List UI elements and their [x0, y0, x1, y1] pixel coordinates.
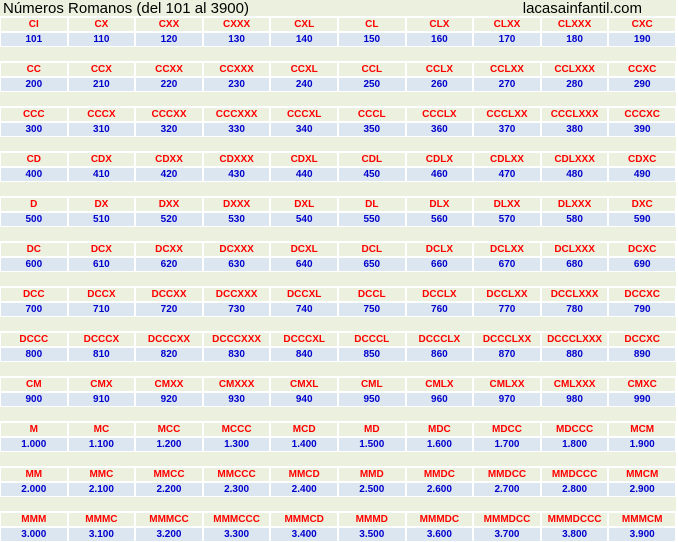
- arabic-number-cell: 730: [203, 302, 271, 317]
- arabic-number-cell: 950: [338, 392, 406, 407]
- arabic-number-cell: 240: [270, 77, 338, 92]
- arabic-number-cell: 200: [0, 77, 68, 92]
- arabic-number-cell: 860: [406, 347, 474, 362]
- arabic-number-cell: 250: [338, 77, 406, 92]
- arabic-number-cell: 320: [135, 122, 203, 137]
- roman-numeral-cell: DCCCXXX: [203, 332, 271, 347]
- roman-numeral-cell: CCXL: [270, 62, 338, 77]
- arabic-number-cell: 810: [68, 347, 136, 362]
- spacer-row: [0, 452, 676, 467]
- arabic-number-cell: 880: [541, 347, 609, 362]
- roman-numeral-cell: CI: [0, 17, 68, 32]
- roman-numeral-cell: DXX: [135, 197, 203, 212]
- roman-numeral-cell: MMDCC: [473, 467, 541, 482]
- arabic-number-cell: 610: [68, 257, 136, 272]
- roman-numeral-cell: MCC: [135, 422, 203, 437]
- page-title: Números Romanos (del 101 al 3900): [3, 0, 249, 17]
- arabic-number-cell: 710: [68, 302, 136, 317]
- roman-numeral-cell: CCLXX: [473, 62, 541, 77]
- roman-numeral-cell: CCCXX: [135, 107, 203, 122]
- arabic-number-cell: 1.900: [608, 437, 676, 452]
- arabic-number-cell: 360: [406, 122, 474, 137]
- roman-numeral-cell: MDCC: [473, 422, 541, 437]
- roman-numeral-cell: CDXX: [135, 152, 203, 167]
- arabic-number-cell: 510: [68, 212, 136, 227]
- roman-numeral-cell: CMLXXX: [541, 377, 609, 392]
- roman-numeral-cell: MMCM: [608, 467, 676, 482]
- arabic-number-cell: 670: [473, 257, 541, 272]
- roman-numeral-cell: MMDC: [406, 467, 474, 482]
- arabic-number-cell: 3.500: [338, 527, 406, 542]
- roman-numeral-cell: DLXXX: [541, 197, 609, 212]
- roman-numeral-cell: CMLX: [406, 377, 474, 392]
- roman-numeral-cell: CCXXX: [203, 62, 271, 77]
- roman-numeral-cell: CXXX: [203, 17, 271, 32]
- roman-numeral-cell: DXL: [270, 197, 338, 212]
- arabic-number-cell: 350: [338, 122, 406, 137]
- spacer-row: [0, 137, 676, 152]
- arabic-number-cell: 400: [0, 167, 68, 182]
- arabic-number-cell: 1.300: [203, 437, 271, 452]
- roman-numeral-cell: DCCC: [0, 332, 68, 347]
- roman-numeral-cell: CCL: [338, 62, 406, 77]
- arabic-number-cell: 720: [135, 302, 203, 317]
- arabic-number-cell: 590: [608, 212, 676, 227]
- arabic-number-cell: 3.400: [270, 527, 338, 542]
- roman-numeral-cell: CCCX: [68, 107, 136, 122]
- arabic-number-cell: 140: [270, 32, 338, 47]
- roman-numeral-cell: DCXC: [608, 242, 676, 257]
- arabic-number-cell: 190: [608, 32, 676, 47]
- roman-numeral-cell: CCC: [0, 107, 68, 122]
- roman-numeral-cell: MDCCC: [541, 422, 609, 437]
- roman-numeral-cell: MMMDCC: [473, 512, 541, 527]
- arabic-number-cell: 820: [135, 347, 203, 362]
- spacer-row: [0, 92, 676, 107]
- roman-numeral-cell: DCCCLX: [406, 332, 474, 347]
- roman-numeral-cell: CDLX: [406, 152, 474, 167]
- arabic-number-cell: 440: [270, 167, 338, 182]
- roman-numeral-cell: CL: [338, 17, 406, 32]
- arabic-number-cell: 390: [608, 122, 676, 137]
- arabic-number-cell: 2.500: [338, 482, 406, 497]
- roman-numeral-cell: MMCD: [270, 467, 338, 482]
- arabic-number-cell: 660: [406, 257, 474, 272]
- roman-numeral-cell: CMXL: [270, 377, 338, 392]
- roman-numeral-cell: DCC: [0, 287, 68, 302]
- arabic-number-cell: 130: [203, 32, 271, 47]
- arabic-number-cell: 680: [541, 257, 609, 272]
- roman-numeral-cell: MC: [68, 422, 136, 437]
- arabic-number-cell: 630: [203, 257, 271, 272]
- arabic-number-cell: 380: [541, 122, 609, 137]
- roman-numeral-cell: DCL: [338, 242, 406, 257]
- arabic-number-cell: 260: [406, 77, 474, 92]
- roman-numeral-cell: MMCCC: [203, 467, 271, 482]
- roman-numeral-cell: CCCXL: [270, 107, 338, 122]
- roman-numeral-cell: CDXXX: [203, 152, 271, 167]
- arabic-number-cell: 2.100: [68, 482, 136, 497]
- roman-numeral-cell: CDLXXX: [541, 152, 609, 167]
- arabic-number-cell: 340: [270, 122, 338, 137]
- arabic-number-cell: 2.300: [203, 482, 271, 497]
- arabic-number-cell: 180: [541, 32, 609, 47]
- roman-numeral-cell: MMMDC: [406, 512, 474, 527]
- arabic-number-cell: 970: [473, 392, 541, 407]
- roman-numeral-cell: DLX: [406, 197, 474, 212]
- roman-numeral-cell: CXC: [608, 17, 676, 32]
- arabic-number-cell: 600: [0, 257, 68, 272]
- roman-numeral-cell: DCCXC: [608, 287, 676, 302]
- arabic-number-cell: 620: [135, 257, 203, 272]
- arabic-number-cell: 900: [0, 392, 68, 407]
- roman-numeral-cell: DCCX: [68, 287, 136, 302]
- arabic-number-cell: 960: [406, 392, 474, 407]
- roman-numeral-cell: DCCXL: [270, 287, 338, 302]
- spacer-row: [0, 227, 676, 242]
- roman-numeral-cell: MMD: [338, 467, 406, 482]
- arabic-number-cell: 490: [608, 167, 676, 182]
- roman-numeral-cell: CMXX: [135, 377, 203, 392]
- arabic-number-cell: 760: [406, 302, 474, 317]
- arabic-number-cell: 870: [473, 347, 541, 362]
- arabic-number-cell: 3.900: [608, 527, 676, 542]
- arabic-number-cell: 1.600: [406, 437, 474, 452]
- roman-numeral-cell: DCCXC: [608, 332, 676, 347]
- arabic-number-cell: 790: [608, 302, 676, 317]
- arabic-number-cell: 940: [270, 392, 338, 407]
- roman-numeral-cell: CCCXXX: [203, 107, 271, 122]
- roman-numeral-cell: MM: [0, 467, 68, 482]
- arabic-number-cell: 920: [135, 392, 203, 407]
- roman-numeral-cell: DCCCLXXX: [541, 332, 609, 347]
- roman-numeral-cell: MCM: [608, 422, 676, 437]
- spacer-row: [0, 272, 676, 287]
- roman-numeral-cell: CCCLXXX: [541, 107, 609, 122]
- arabic-number-cell: 230: [203, 77, 271, 92]
- roman-numeral-cell: DCLX: [406, 242, 474, 257]
- roman-numeral-cell: CCCL: [338, 107, 406, 122]
- spacer-row: [0, 407, 676, 422]
- roman-numeral-cell: CCLXXX: [541, 62, 609, 77]
- roman-numeral-cell: MMMCD: [270, 512, 338, 527]
- roman-numeral-cell: DCCLX: [406, 287, 474, 302]
- arabic-number-cell: 2.000: [0, 482, 68, 497]
- arabic-number-cell: 1.200: [135, 437, 203, 452]
- arabic-number-cell: 1.500: [338, 437, 406, 452]
- roman-numeral-cell: DCCLXXX: [541, 287, 609, 302]
- arabic-number-cell: 430: [203, 167, 271, 182]
- roman-numeral-cell: DXC: [608, 197, 676, 212]
- arabic-number-cell: 520: [135, 212, 203, 227]
- arabic-number-cell: 540: [270, 212, 338, 227]
- arabic-number-cell: 290: [608, 77, 676, 92]
- roman-numeral-cell: MD: [338, 422, 406, 437]
- roman-numeral-cell: CXL: [270, 17, 338, 32]
- roman-numeral-cell: MMMC: [68, 512, 136, 527]
- arabic-number-cell: 2.200: [135, 482, 203, 497]
- roman-numeral-cell: CCXX: [135, 62, 203, 77]
- arabic-number-cell: 410: [68, 167, 136, 182]
- site-name: lacasainfantil.com: [522, 0, 642, 17]
- spacer-row: [0, 182, 676, 197]
- arabic-number-cell: 890: [608, 347, 676, 362]
- roman-numeral-cell: CX: [68, 17, 136, 32]
- arabic-number-cell: 460: [406, 167, 474, 182]
- arabic-number-cell: 1.700: [473, 437, 541, 452]
- roman-numeral-cell: D: [0, 197, 68, 212]
- arabic-number-cell: 160: [406, 32, 474, 47]
- arabic-number-cell: 930: [203, 392, 271, 407]
- arabic-number-cell: 480: [541, 167, 609, 182]
- arabic-number-cell: 210: [68, 77, 136, 92]
- roman-numeral-cell: CMX: [68, 377, 136, 392]
- roman-numeral-cell: CM: [0, 377, 68, 392]
- arabic-number-cell: 550: [338, 212, 406, 227]
- roman-numeral-cell: CC: [0, 62, 68, 77]
- roman-numeral-cell: DLXX: [473, 197, 541, 212]
- roman-numeral-cell: MMMDCCC: [541, 512, 609, 527]
- arabic-number-cell: 580: [541, 212, 609, 227]
- arabic-number-cell: 770: [473, 302, 541, 317]
- arabic-number-cell: 780: [541, 302, 609, 317]
- roman-numeral-cell: CDX: [68, 152, 136, 167]
- arabic-number-cell: 150: [338, 32, 406, 47]
- roman-numeral-cell: MDC: [406, 422, 474, 437]
- roman-numeral-cell: CCCLX: [406, 107, 474, 122]
- roman-numeral-cell: DCCCX: [68, 332, 136, 347]
- roman-numeral-cell: DCXXX: [203, 242, 271, 257]
- roman-numeral-cell: DCXX: [135, 242, 203, 257]
- arabic-number-cell: 2.800: [541, 482, 609, 497]
- arabic-number-cell: 1.800: [541, 437, 609, 452]
- roman-numeral-cell: MMCC: [135, 467, 203, 482]
- roman-numeral-cell: MMM: [0, 512, 68, 527]
- roman-numeral-cell: DXXX: [203, 197, 271, 212]
- arabic-number-cell: 3.300: [203, 527, 271, 542]
- roman-numeral-cell: DCLXX: [473, 242, 541, 257]
- arabic-number-cell: 640: [270, 257, 338, 272]
- roman-numeral-cell: CML: [338, 377, 406, 392]
- arabic-number-cell: 800: [0, 347, 68, 362]
- arabic-number-cell: 3.200: [135, 527, 203, 542]
- arabic-number-cell: 850: [338, 347, 406, 362]
- arabic-number-cell: 840: [270, 347, 338, 362]
- arabic-number-cell: 170: [473, 32, 541, 47]
- arabic-number-cell: 530: [203, 212, 271, 227]
- roman-numeral-cell: DCCCL: [338, 332, 406, 347]
- spacer-row: [0, 47, 676, 62]
- arabic-number-cell: 830: [203, 347, 271, 362]
- arabic-number-cell: 3.700: [473, 527, 541, 542]
- roman-numeral-cell: MMMD: [338, 512, 406, 527]
- title-row: [0, 0, 676, 17]
- arabic-number-cell: 270: [473, 77, 541, 92]
- arabic-number-cell: 330: [203, 122, 271, 137]
- arabic-number-cell: 3.100: [68, 527, 136, 542]
- arabic-number-cell: 910: [68, 392, 136, 407]
- roman-numeral-cell: CCCXC: [608, 107, 676, 122]
- roman-numeral-cell: CMXXX: [203, 377, 271, 392]
- roman-numeral-cell: MMDCCC: [541, 467, 609, 482]
- roman-numeral-cell: MMMCM: [608, 512, 676, 527]
- arabic-number-cell: 570: [473, 212, 541, 227]
- arabic-number-cell: 2.900: [608, 482, 676, 497]
- arabic-number-cell: 1.400: [270, 437, 338, 452]
- arabic-number-cell: 2.400: [270, 482, 338, 497]
- roman-numeral-cell: CDXC: [608, 152, 676, 167]
- roman-numeral-cell: MCD: [270, 422, 338, 437]
- roman-numeral-cell: M: [0, 422, 68, 437]
- roman-numeral-cell: CLXXX: [541, 17, 609, 32]
- arabic-number-cell: 280: [541, 77, 609, 92]
- roman-numeral-cell: DCCCXL: [270, 332, 338, 347]
- arabic-number-cell: 650: [338, 257, 406, 272]
- spacer-row: [0, 362, 676, 377]
- roman-numeral-cell: CCX: [68, 62, 136, 77]
- arabic-number-cell: 2.700: [473, 482, 541, 497]
- arabic-number-cell: 101: [0, 32, 68, 47]
- arabic-number-cell: 370: [473, 122, 541, 137]
- roman-numeral-cell: CDL: [338, 152, 406, 167]
- arabic-number-cell: 980: [541, 392, 609, 407]
- arabic-number-cell: 990: [608, 392, 676, 407]
- arabic-number-cell: 740: [270, 302, 338, 317]
- roman-numeral-cell: CMXC: [608, 377, 676, 392]
- arabic-number-cell: 120: [135, 32, 203, 47]
- arabic-number-cell: 110: [68, 32, 136, 47]
- arabic-number-cell: 310: [68, 122, 136, 137]
- arabic-number-cell: 750: [338, 302, 406, 317]
- spacer-row: [0, 497, 676, 512]
- arabic-number-cell: 420: [135, 167, 203, 182]
- roman-numeral-cell: MMMCCC: [203, 512, 271, 527]
- roman-numeral-cell: MCCC: [203, 422, 271, 437]
- arabic-number-cell: 470: [473, 167, 541, 182]
- roman-numeral-cell: DCLXXX: [541, 242, 609, 257]
- arabic-number-cell: 2.600: [406, 482, 474, 497]
- roman-numeral-cell: MMMCC: [135, 512, 203, 527]
- roman-numeral-cell: DCXL: [270, 242, 338, 257]
- roman-numeral-cell: DCCXXX: [203, 287, 271, 302]
- roman-numeral-cell: CLXX: [473, 17, 541, 32]
- roman-numeral-cell: DCCXX: [135, 287, 203, 302]
- roman-numeral-cell: MMC: [68, 467, 136, 482]
- roman-numeral-cell: CLX: [406, 17, 474, 32]
- roman-numeral-cell: DL: [338, 197, 406, 212]
- roman-numeral-cell: DCCCLXX: [473, 332, 541, 347]
- arabic-number-cell: 3.800: [541, 527, 609, 542]
- arabic-number-cell: 500: [0, 212, 68, 227]
- arabic-number-cell: 3.000: [0, 527, 68, 542]
- arabic-number-cell: 690: [608, 257, 676, 272]
- arabic-number-cell: 450: [338, 167, 406, 182]
- arabic-number-cell: 300: [0, 122, 68, 137]
- arabic-number-cell: 1.000: [0, 437, 68, 452]
- spacer-row: [0, 317, 676, 332]
- arabic-number-cell: 1.100: [68, 437, 136, 452]
- roman-numeral-cell: DC: [0, 242, 68, 257]
- roman-numeral-cell: CD: [0, 152, 68, 167]
- roman-numeral-cell: DCCCXX: [135, 332, 203, 347]
- roman-numeral-cell: DX: [68, 197, 136, 212]
- roman-numeral-cell: DCCLXX: [473, 287, 541, 302]
- arabic-number-cell: 560: [406, 212, 474, 227]
- roman-numeral-cell: CCLX: [406, 62, 474, 77]
- roman-numeral-cell: CDLXX: [473, 152, 541, 167]
- roman-numeral-cell: DCCL: [338, 287, 406, 302]
- roman-numeral-cell: DCX: [68, 242, 136, 257]
- roman-numeral-cell: CCCLXX: [473, 107, 541, 122]
- arabic-number-cell: 3.600: [406, 527, 474, 542]
- arabic-number-cell: 220: [135, 77, 203, 92]
- arabic-number-cell: 700: [0, 302, 68, 317]
- roman-numeral-cell: CXX: [135, 17, 203, 32]
- roman-numeral-cell: CMLXX: [473, 377, 541, 392]
- roman-numeral-cell: CCXC: [608, 62, 676, 77]
- roman-numeral-cell: CDXL: [270, 152, 338, 167]
